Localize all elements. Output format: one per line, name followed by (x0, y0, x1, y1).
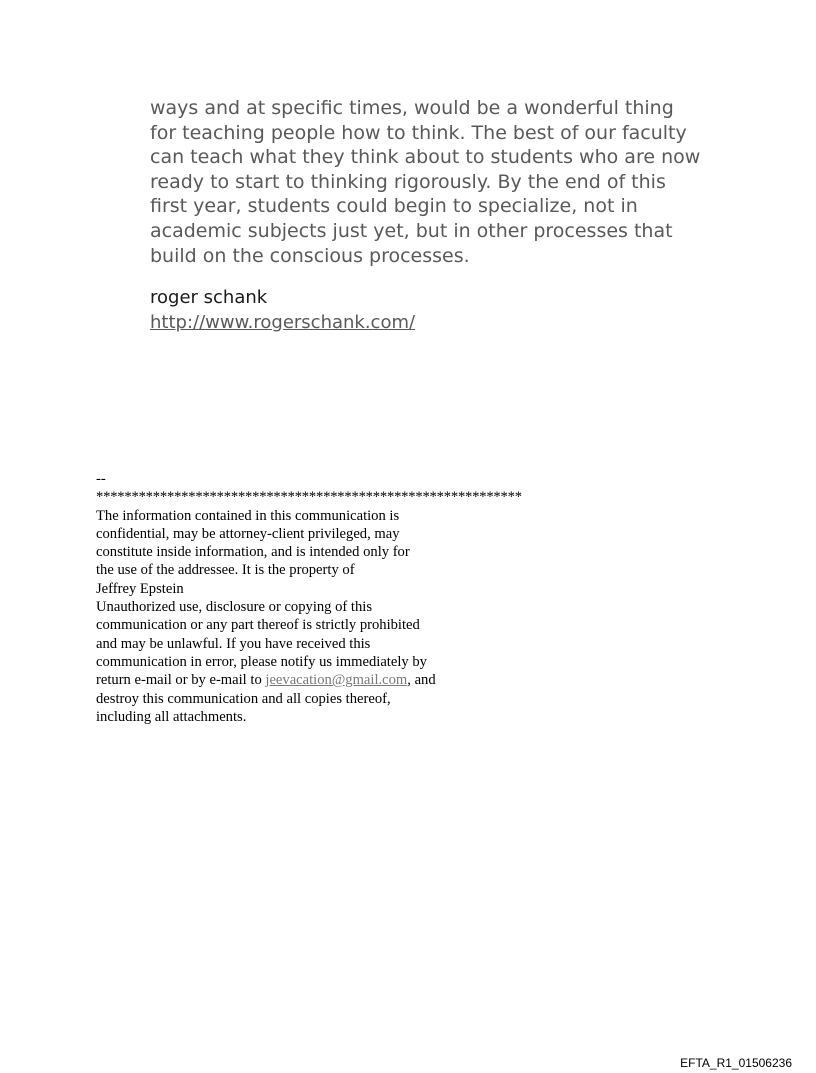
email-prefix-text: return e-mail or by e-mail to (96, 672, 266, 689)
disclaimer-line: the use of the addressee. It is the property of (96, 562, 355, 579)
document-id: EFTA_R1_01506236 (680, 1056, 792, 1070)
footer-separator-dashes: -- (96, 471, 106, 487)
footer-separator-stars: ************************************************************ (96, 489, 522, 506)
signature-website-link[interactable]: http://www.rogerschank.com/ (150, 311, 416, 333)
quote-line: academic subjects just yet, but in other processes that (150, 219, 673, 242)
quote-line: can teach what they think about to students who are now (150, 146, 701, 169)
disclaimer-line: communication in error, please notify us immediately by (96, 653, 427, 670)
disclaimer-email-line (96, 671, 522, 689)
quote-line: ready to start to thinking rigorously. By the end of this (150, 170, 666, 193)
disclaimer-line: constitute inside information, and is intended only for (96, 544, 410, 561)
quote-line: first year, students could begin to specialize, not in (150, 195, 638, 218)
quote-line: for teaching people how to think. The best of our faculty (150, 121, 687, 144)
confidentiality-footer (96, 470, 522, 726)
quoted-message-body (150, 96, 710, 268)
disclaimer-line: Unauthorized use, disclosure or copying of this (96, 599, 373, 616)
disclaimer-line: Jeffrey Epstein (96, 580, 184, 597)
quote-line: build on the conscious processes. (150, 244, 470, 267)
quote-line: ways and at specific times, would be a wonderful thing (150, 97, 674, 119)
email-link[interactable]: jeevacation@gmail.com (265, 672, 408, 689)
disclaimer-line: and may be unlawful. If you have received this (96, 635, 371, 652)
disclaimer-line: The information contained in this communication is (96, 507, 400, 524)
disclaimer-line: confidential, may be attorney-client privileged, may (96, 525, 400, 542)
disclaimer-line: destroy this communication and all copies thereof, (96, 690, 391, 707)
email-suffix-text: , and (407, 672, 436, 689)
disclaimer-line: communication or any part thereof is strictly prohibited (96, 617, 420, 634)
signature-name: roger schank (150, 287, 268, 308)
disclaimer-line: including all attachments. (96, 708, 247, 725)
signature-block (150, 286, 415, 335)
